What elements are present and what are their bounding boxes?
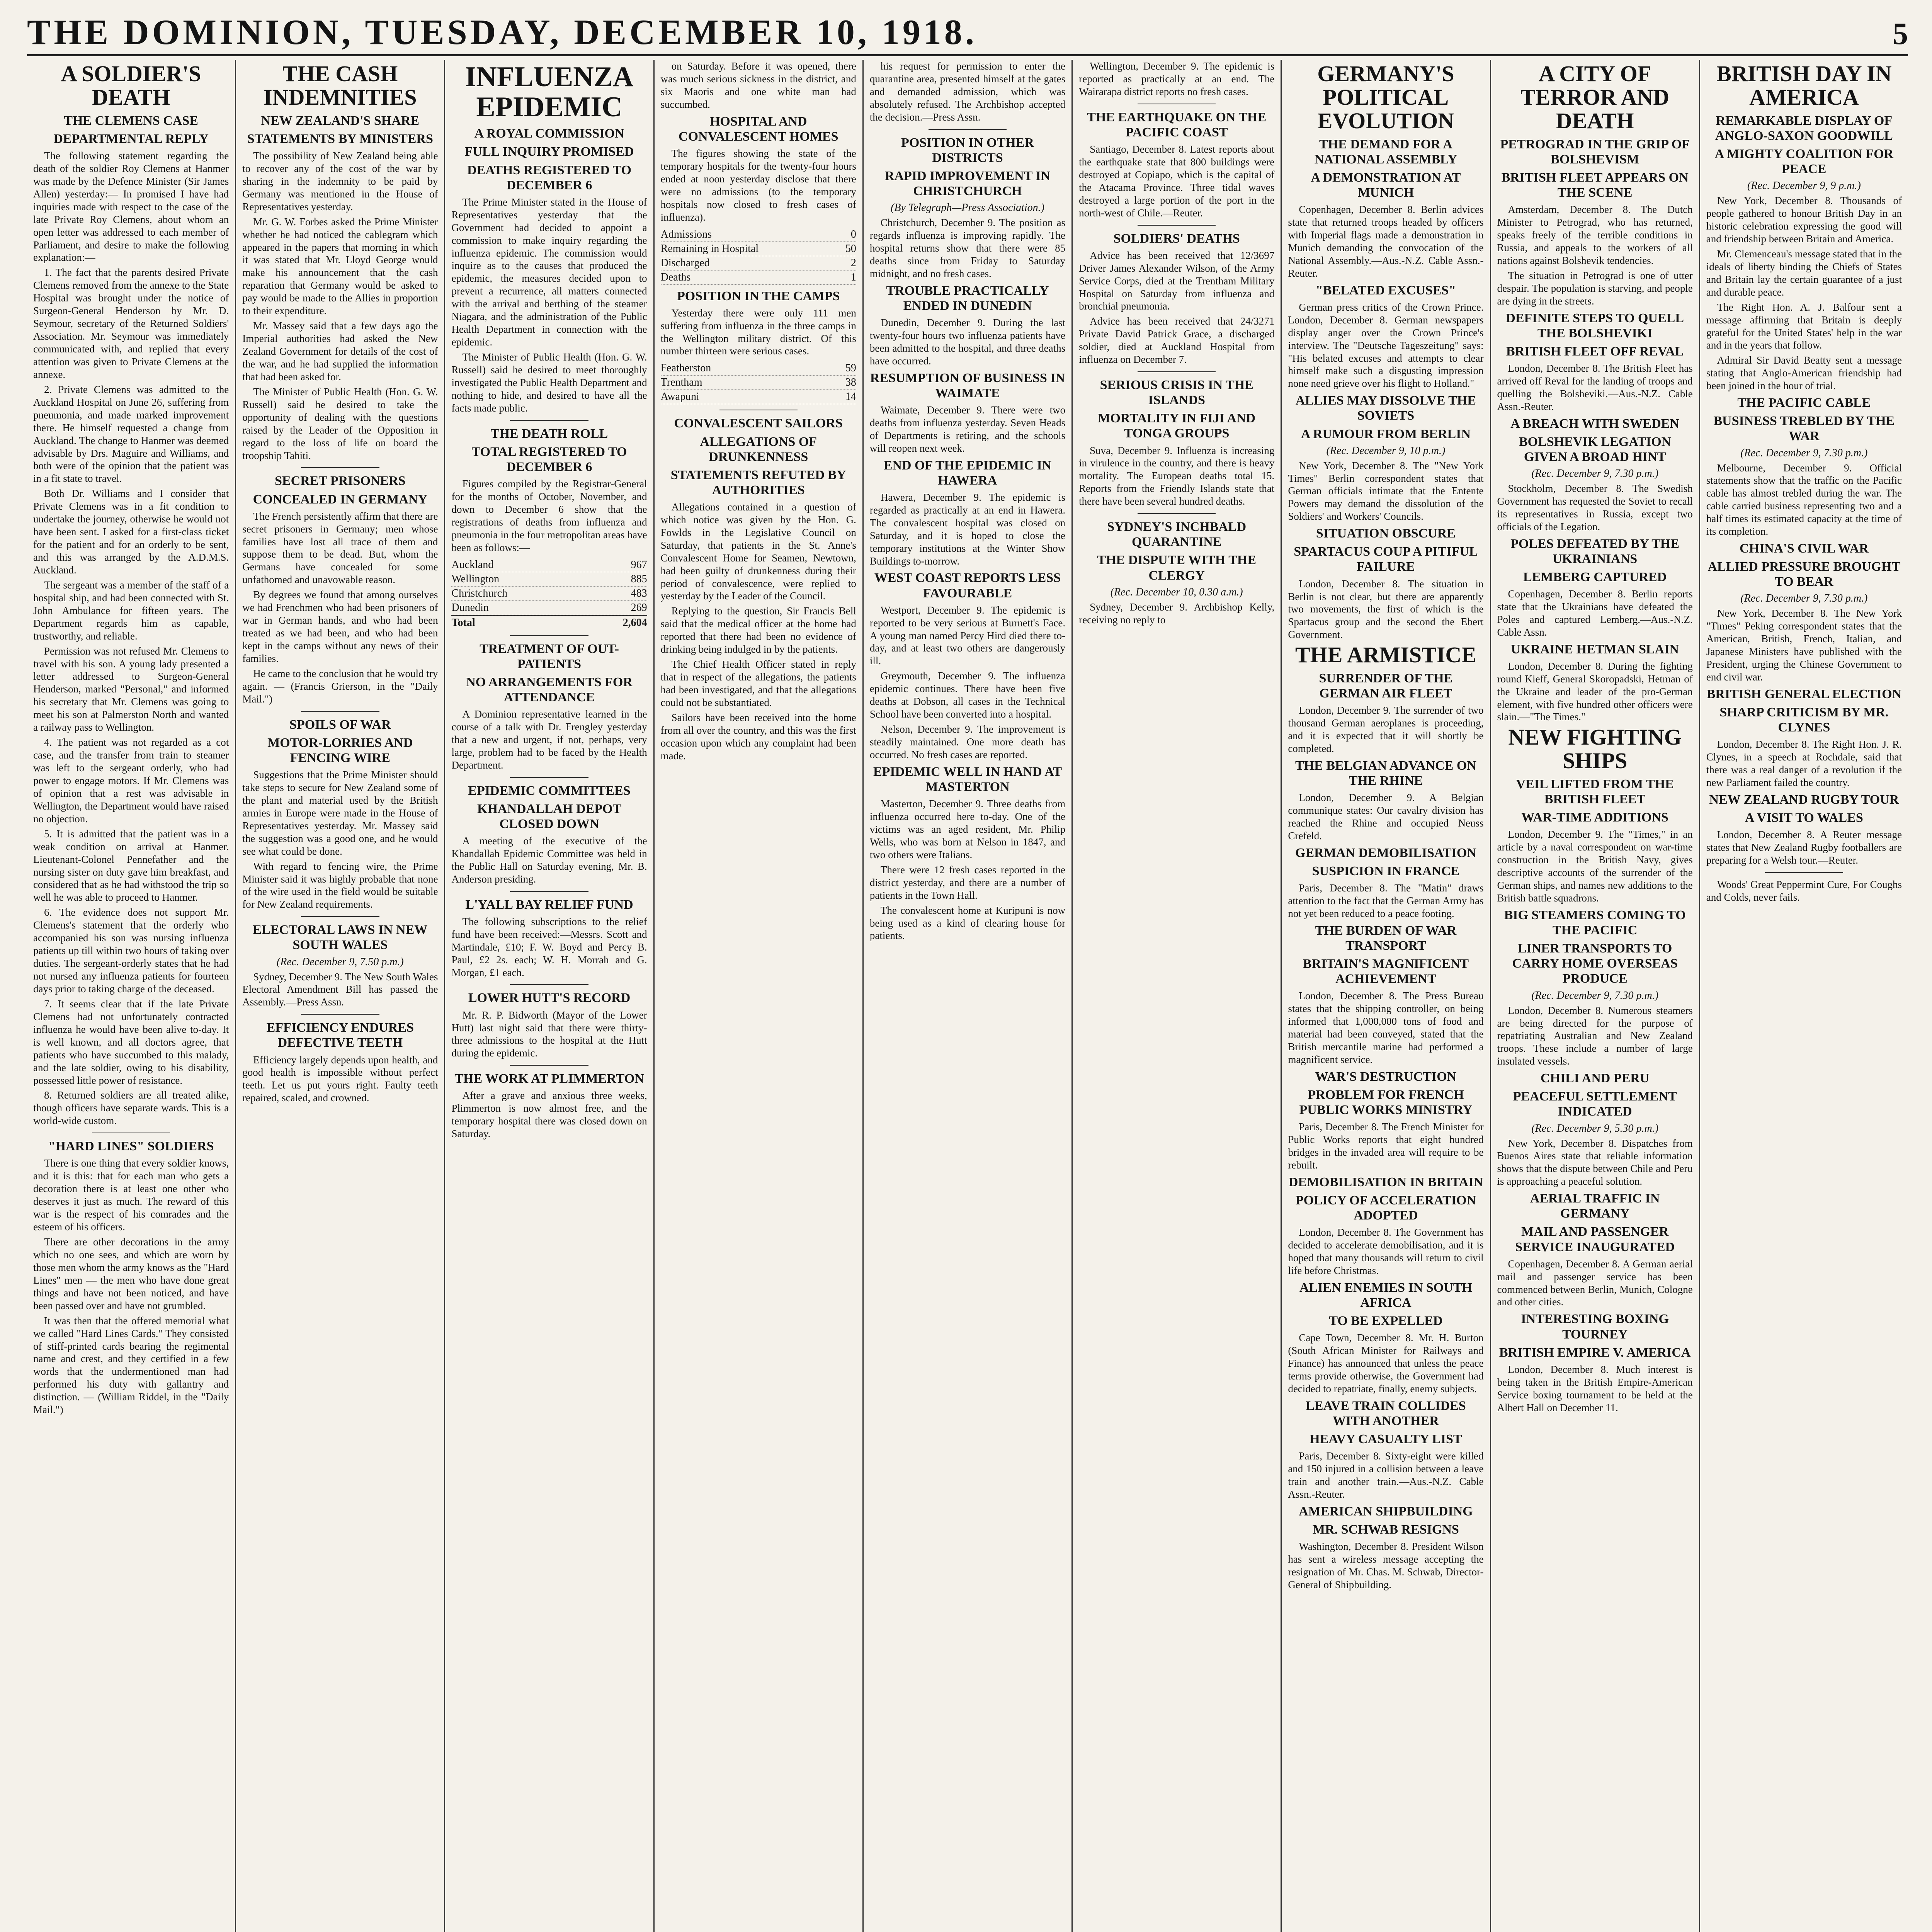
- masthead: [27, 12, 1908, 56]
- dateline: (Rec. December 9, 10 p.m.): [1326, 444, 1446, 457]
- table-row: Awapuni 14: [661, 390, 856, 404]
- subhead: THE DEATH ROLL: [490, 426, 608, 441]
- paragraph: Sydney, December 9. Archbishop Kelly, receiving no reply to: [1079, 601, 1275, 626]
- column-3: [445, 60, 654, 1932]
- dateline: (Rec. December 9, 7.50 p.m.): [276, 956, 404, 968]
- subhead: BRITISH FLEET OFF REVAL: [1506, 344, 1684, 359]
- subhead: SERIOUS CRISIS IN THE ISLANDS: [1100, 378, 1253, 408]
- column-4: [655, 60, 864, 1932]
- paragraph: The following statement regarding the death of the soldier Roy Clemens at Hanmer was made by the Defence Minister (Sir James Allen) yesterday:— In promised I have had inquiries made with respect to the case of the late Private Roy Clemens, about whom an open letter was addressed to each member of Parliament, and desire to make the following explanation:—: [33, 150, 229, 264]
- subhead: SHARP CRITICISM BY MR. CLYNES: [1719, 705, 1889, 735]
- paragraph: The sergeant was a member of the staff of a hospital ship, and had been connected with St. John Ambulance for fifteen years. The Department regards him as capable, trustworthy, and reliable.: [33, 579, 229, 642]
- page-number: 5: [1893, 17, 1908, 51]
- column-8: [1491, 60, 1700, 1932]
- paragraph: 5. It is admitted that the patient was in a weak condition on arrival at Hanmer. Lieutenant-Colonel Pennefather and the nursing sister on duty gave him breakfast, and considered that as he had withstood the trip so well he was able to proceed to Hanmer.: [33, 828, 229, 903]
- paragraph: Copenhagen, December 8. Berlin reports state that the Ukrainians have defeated the Poles and captured Lemberg.—Aus.-N.Z. Cable Assn.: [1497, 588, 1693, 638]
- subhead: CHILI AND PERU: [1540, 1071, 1650, 1086]
- subhead: PEACEFUL SETTLEMENT INDICATED: [1513, 1089, 1677, 1119]
- subhead: HEAVY CASUALTY LIST: [1310, 1432, 1462, 1447]
- paragraph: Sydney, December 9. The New South Wales Electoral Amendment Bill has passed the Assembly.—Press Assn.: [242, 971, 438, 1008]
- subhead: SOLDIERS' DEATHS: [1113, 231, 1240, 246]
- headline: A CITY OF TERROR AND DEATH: [1520, 61, 1670, 133]
- subhead: A MIGHTY COALITION FOR PEACE: [1714, 146, 1894, 177]
- divider: [510, 420, 588, 421]
- paragraph: The Minister of Public Health (Hon. G. W. Russell) said he desired to take the opportunity of dealing with the questions raised by the Leader of the Opposition in regard to the loss of life on board the troopship Tahiti.: [242, 386, 438, 461]
- table-row: Featherston 59: [661, 361, 856, 376]
- subhead: MR. SCHWAB RESIGNS: [1313, 1522, 1459, 1537]
- subhead: UKRAINE HETMAN SLAIN: [1511, 642, 1679, 656]
- subhead: NEW ZEALAND'S SHARE: [261, 113, 420, 128]
- subhead: KHANDALLAH DEPOT CLOSED DOWN: [477, 801, 622, 831]
- masthead-title: THE DOMINION, TUESDAY, DECEMBER 10, 1918.: [27, 12, 977, 52]
- paragraph: Both Dr. Williams and I consider that Private Clemens was in a fit condition to undertake the journey, otherwise he would not have been sent. I asked for a first-class ticket for the patient and for an orderly to be sent, and this was arranged by the A.D.M.S. Auckland.: [33, 488, 229, 576]
- subhead: THE EARTHQUAKE ON THE PACIFIC COAST: [1087, 110, 1267, 139]
- subhead: TO BE EXPELLED: [1329, 1314, 1443, 1328]
- paragraph: By degrees we found that among ourselves we had Frenchmen who had been prisoners of war in German hands, and who had been treated as we had been, and who had been kept in the camps without any news of their families.: [242, 589, 438, 664]
- subhead: SUSPICION IN FRANCE: [1312, 864, 1460, 879]
- paragraph: Suggestions that the Prime Minister should take steps to secure for New Zealand some of the plant and material used by the British armies in Europe were made in the House of Representatives yesterday. Mr. Massey said the suggestion was a good one, and he would see what could be done.: [242, 769, 438, 857]
- subhead: PROBLEM FOR FRENCH PUBLIC WORKS MINISTRY: [1299, 1088, 1473, 1117]
- subhead: BUSINESS TREBLED BY THE WAR: [1713, 414, 1895, 444]
- paragraph: The possibility of New Zealand being able to recover any of the cost of the war by sharing in the indemnity to be paid by Germany was mentioned in the House of Representatives yesterday.: [242, 150, 438, 213]
- table-row: Wellington 885: [451, 572, 647, 587]
- column-2: [236, 60, 445, 1932]
- paragraph: Stockholm, December 8. The Swedish Government has requested the Soviet to recall its representatives in Russia, except two officials of the Legation.: [1497, 482, 1693, 532]
- dateline: (Rec. December 9, 9 p.m.): [1747, 180, 1861, 192]
- subhead: WEST COAST REPORTS LESS FAVOURABLE: [874, 571, 1061, 600]
- subhead: SPOILS OF WAR: [289, 717, 391, 732]
- paragraph: Waimate, December 9. There were two deaths from influenza yesterday. Seven Heads of Departments is retiring, and the schools will reopen next week.: [869, 404, 1066, 454]
- dateline: (Rec. December 9, 7.30 p.m.): [1531, 989, 1659, 1002]
- paragraph: Cape Town, December 8. Mr. H. Burton (South African Minister for Railways and Finance) has announced that unless the peace terms provide otherwise, the Government had decided to repatriate, finally, enemy subjects.: [1288, 1332, 1484, 1395]
- paragraph: The convalescent home at Kuripuni is now being used as a kind of clearing house for patients.: [869, 904, 1066, 942]
- subhead: SITUATION OBSCURE: [1316, 526, 1456, 541]
- paragraph: There are other decorations in the army which no one sees, and which are worn by those men whom the army knows as the "Hard Lines" men — the men who have done great things and have not been noticed, and have been passed over and have not grumbled.: [33, 1236, 229, 1311]
- subhead: DEATHS REGISTERED TO DECEMBER 6: [467, 163, 632, 192]
- subhead: FULL INQUIRY PROMISED: [464, 145, 634, 159]
- headline: NEW FIGHTING SHIPS: [1508, 724, 1682, 774]
- paragraph: The Prime Minister stated in the House of Representatives yesterday that the Government had decided to appoint a commission to make inquiry regarding the influenza epidemic. The commission would inquire as to the causes that produced the epidemic, the measures decided upon to prevent a recurrence, all matters connected with the arrival and berthing of the steamer Niagara, and the administration of the Public Health Department in connection with the epidemic.: [451, 196, 647, 348]
- paragraph: Advice has been received that 12/3697 Driver James Alexander Wilson, of the Army Service Corps, died at the Trentham Military Hospital on Saturday from influenza and bronchial pneumonia.: [1079, 249, 1275, 312]
- paragraph: Admiral Sir David Beatty sent a message stating that Anglo-American friendship had been joined in the hour of trial.: [1706, 354, 1902, 392]
- paragraph: London, December 8. Much interest is being taken in the British Empire-American Service boxing tournament to be held at the Albert Hall on December 11.: [1497, 1363, 1693, 1413]
- subhead: MOTOR-LORRIES AND FENCING WIRE: [267, 735, 413, 765]
- paragraph: 1. The fact that the parents desired Private Clemens removed from the annexe to the State Hospital was brought under the notice of Surgeon-General Henderson by Mr. D. Seymour, secretary of the Returned Soldiers' Association. Mr. Seymour was immediately communicated with, and replied that every attention was given to Private Clemens at the annexe.: [33, 267, 229, 380]
- subhead: MORTALITY IN FIJI AND TONGA GROUPS: [1098, 411, 1256, 441]
- subhead: STATEMENTS BY MINISTERS: [247, 131, 433, 146]
- paragraph: The French persistently affirm that there are secret prisoners in Germany; men whose families have lost all trace of them and suppose them to be dead. But, whom the Germans have concealed for some unfathomed and unavowable reason.: [242, 510, 438, 586]
- subhead: TROUBLE PRACTICALLY ENDED IN DUNEDIN: [886, 283, 1049, 313]
- advert-text: Woods' Great Peppermint Cure, For Coughs and Colds, never fails.: [1706, 879, 1902, 903]
- table-row: Christchurch 483: [451, 587, 647, 601]
- paragraph: Paris, December 8. Sixty-eight were killed and 150 injured in a collision between a leave train and another train.—Aus.-N.Z. Cable Assn.-Reuter.: [1288, 1450, 1484, 1500]
- subhead: ELECTORAL LAWS IN NEW SOUTH WALES: [253, 923, 428, 952]
- advert-text: Efficiency largely depends upon health, and good health is impossible without perfect teeth. Let us put yours right. Faulty teeth repaired, scaled, and crowned.: [242, 1054, 438, 1104]
- table-row: Admissions 0: [661, 228, 856, 242]
- headline: INFLUENZA EPIDEMIC: [465, 61, 634, 123]
- paragraph: New York, December 8. The "New York Times" Berlin correspondent states that German officials intimate that the Entente Powers may demand the dissolution of the Soldiers' and Workers' Councils.: [1288, 459, 1484, 522]
- paragraph: The figures showing the state of the temporary hospitals for the twenty-four hours ended at noon yesterday disclose that there were no admissions (to the temporary hospitals now closed to fresh cases of influenza).: [660, 147, 856, 223]
- subhead: THE WORK AT PLIMMERTON: [454, 1071, 644, 1086]
- subhead: DEFINITE STEPS TO QUELL THE BOLSHEVIKI: [1506, 311, 1684, 340]
- divider: [301, 711, 379, 712]
- divider: [929, 129, 1007, 130]
- paragraph: 7. It seems clear that if the late Private Clemens had not unfortunately contracted influenza he would have been alive to-day. It is well known, and all doctors agree, that patients who have succumbed to this malady, and the late soldier, owing to his disability, possessed little power of resistance.: [33, 998, 229, 1086]
- paragraph: London, December 8. The British Fleet has arrived off Reval for the landing of troops and quelling the Bolsheviki.—Aus.-N.Z. Cable Assn.-Reuter.: [1497, 362, 1693, 412]
- paragraph: New York, December 8. Dispatches from Buenos Aires state that reliable information shows that the dispute between Chile and Peru is approaching a peaceful solution.: [1497, 1137, 1693, 1187]
- paragraph: Suva, December 9. Influenza is increasing in virulence in the country, and there is heavy mortality. The European deaths total 15. Reports from the Friendly Islands state that there have been several hundred deaths.: [1079, 444, 1275, 507]
- subhead: A VISIT TO WALES: [1745, 811, 1863, 825]
- subhead: LOWER HUTT'S RECORD: [468, 991, 631, 1005]
- subhead: SECRET PRISONERS: [275, 474, 406, 488]
- subhead: RAPID IMPROVEMENT IN CHRISTCHURCH: [884, 168, 1051, 198]
- paragraph: London, December 8. The Press Bureau states that the shipping controller, on being informed that 1,000,000 tons of food and material had been conveyed, stated that the British mercantile marine had performed a magnificent service.: [1288, 990, 1484, 1066]
- camps-table: [661, 361, 856, 404]
- subhead: CHINA'S CIVIL WAR: [1739, 541, 1869, 556]
- paragraph: After a grave and anxious three weeks, Plimmerton is now almost free, and the temporary hospital there was closed down on Saturday.: [451, 1090, 647, 1140]
- table-row: Auckland 967: [451, 558, 647, 572]
- subhead: REMARKABLE DISPLAY OF ANGLO-SAXON GOODWILL: [1715, 113, 1893, 143]
- subhead: THE BURDEN OF WAR TRANSPORT: [1315, 923, 1457, 953]
- paragraph: Allegations contained in a question of which notice was given by the Hon. G. Fowlds in the Legislative Council on Saturday, that patients in the St. Anne's Convalescent Home for Seamen, Newtown, had been guilty of drunkenness during their period of convalescence, were replied to yesterday by the Leader of the Council.: [660, 501, 856, 602]
- paragraph: Mr. G. W. Forbes asked the Prime Minister whether he had noticed the cablegram which appeared in the papers that morning in which it was stated that Mr. Lloyd George would make his announcement that the cash reparation that Germany would be asked to pay would be made to the Allies in proportion to their expenditure.: [242, 216, 438, 317]
- paragraph: Washington, December 8. President Wilson has sent a wireless message accepting the resignation of Mr. Chas. M. Schwab, Director-General of Shipbuilding.: [1288, 1541, 1484, 1591]
- headline: BRITISH DAY IN AMERICA: [1716, 61, 1892, 110]
- subhead: POSITION IN OTHER DISTRICTS: [901, 135, 1034, 165]
- paragraph: Dunedin, December 9. During the last twenty-four hours two influenza patients have been admitted to the hospital, and three deaths have occurred.: [869, 316, 1066, 367]
- subhead: ALLIES MAY DISSOLVE THE SOVIETS: [1295, 393, 1476, 423]
- column-5: [864, 60, 1073, 1932]
- paragraph: London, December 9. The "Times," in an article by a naval correspondent on war-time construction in the British Navy, gives descriptive accounts of the surrender of the German ships, and names new additions to the British battle squadrons.: [1497, 828, 1693, 904]
- subhead: CONVALESCENT SAILORS: [674, 416, 843, 431]
- subhead: ALLIED PRESSURE BROUGHT TO BEAR: [1708, 560, 1901, 589]
- paragraph: London, December 8. During the fighting round Kieff, General Skoropadski, Hetman of the Ukraine and leader of the pro-German element, with five hundred other officers were slain.—"The Times.": [1497, 660, 1693, 723]
- subhead: BRITISH GENERAL ELECTION: [1706, 687, 1902, 702]
- divider: [510, 891, 588, 892]
- subhead: INTERESTING BOXING TOURNEY: [1521, 1312, 1669, 1342]
- paragraph: He came to the conclusion that he would try again. — (Francis Grierson, in the "Daily Mail."): [242, 667, 438, 705]
- subhead: NEW ZEALAND RUGBY TOUR: [1709, 793, 1899, 807]
- paragraph: Copenhagen, December 8. Berlin advices state that returned troops headed by officers with Imperial flags made a demonstration in Munich demanding the convocation of the National Assembly.—Aus.-N.Z. Cable Assn.-Reuter.: [1288, 204, 1484, 279]
- paragraph: 8. Returned soldiers are all treated alike, though officers have separate wards. This is a world-wide custom.: [33, 1089, 229, 1127]
- subhead: LEMBERG CAPTURED: [1523, 570, 1667, 584]
- subhead: END OF THE EPIDEMIC IN HAWERA: [883, 458, 1052, 488]
- subhead: LEAVE TRAIN COLLIDES WITH ANOTHER: [1306, 1399, 1466, 1429]
- table-row: Discharged 2: [661, 256, 856, 270]
- paragraph: Nelson, December 9. The improvement is steadily maintained. One more death has occurred. No fresh cases are reported.: [869, 723, 1066, 760]
- paragraph: The situation in Petrograd is one of utter despair. The population is starving, and people are dying in the streets.: [1497, 269, 1693, 307]
- subhead: POLES DEFEATED BY THE UKRAINIANS: [1510, 536, 1680, 566]
- headline: THE CASH INDEMNITIES: [264, 61, 417, 110]
- divider: [510, 984, 588, 985]
- subhead: GERMAN DEMOBILISATION: [1295, 846, 1476, 861]
- paragraph: New York, December 8. The New York "Times" Peking correspondent states that the American, British, French, Italian, and Japanese Ministers have published with the President, urging the Chinese Government to end civil war.: [1706, 607, 1902, 683]
- subhead: BRITISH EMPIRE V. AMERICA: [1499, 1345, 1691, 1360]
- paragraph: London, December 9. The surrender of two thousand German aeroplanes is proceeding, and it is expected that it will shortly be completed.: [1288, 704, 1484, 755]
- subhead: DEMOBILISATION IN BRITAIN: [1288, 1175, 1483, 1190]
- subhead: A RUMOUR FROM BERLIN: [1301, 427, 1471, 441]
- column-7: [1282, 60, 1491, 1932]
- subhead: A DEMONSTRATION AT MUNICH: [1311, 170, 1461, 200]
- divider: [510, 635, 588, 636]
- divider: [301, 916, 379, 917]
- subhead: L'YALL BAY RELIEF FUND: [465, 897, 633, 912]
- headline: THE ARMISTICE: [1295, 642, 1476, 668]
- dateline: (By Telegraph—Press Association.): [891, 202, 1044, 214]
- subhead: EPIDEMIC COMMITTEES: [468, 783, 631, 798]
- paragraph: London, December 9. A Belgian communique states: Our cavalry division has reached the Rhine and occupied Neuss Crefeld.: [1288, 792, 1484, 842]
- paragraph: Sailors have been received into the home from all over the country, and this was the first occasion upon which any complaint had been made.: [660, 711, 856, 762]
- paragraph: German press critics of the Crown Prince. London, December 8. German newspapers display anger over the Crown Prince's interview. The "Deutsche Tageszeitung" says: "His belated excuses and attempts to clear himself make such a disgusting impression none need grieve over his flight to Holland.": [1288, 301, 1484, 389]
- table-row: Remaining in Hospital 50: [661, 242, 856, 256]
- subhead: AERIAL TRAFFIC IN GERMANY: [1530, 1191, 1660, 1221]
- subhead: VEIL LIFTED FROM THE BRITISH FLEET: [1516, 777, 1674, 807]
- subhead: "HARD LINES" SOLDIERS: [48, 1139, 214, 1154]
- column-1: [27, 60, 236, 1932]
- paragraph: Wellington, December 9. The epidemic is reported as practically at an end. The Wairarapa district reports no fresh cases.: [1079, 60, 1275, 97]
- paragraph: his request for permission to enter the quarantine area, presented himself at the gates and demanded admission, which was absolutely refused. The Archbishop accepted the decision.—Press Assn.: [869, 60, 1066, 123]
- paragraph: London, December 8. The Government has decided to accelerate demobilisation, and it is hoped that many thousands will return to civil life before Christmas.: [1288, 1226, 1484, 1277]
- subhead: A ROYAL COMMISSION: [474, 126, 624, 141]
- paragraph: Advice has been received that 24/3271 Private David Patrick Grace, a discharged soldier, died at Auckland Hospital from influenza on December 7.: [1079, 315, 1275, 366]
- paragraph: Paris, December 8. The French Minister for Public Works reports that eight hundred bridges in the invaded area will require to be rebuilt.: [1288, 1121, 1484, 1171]
- subhead: BOLSHEVIK LEGATION GIVEN A BROAD HINT: [1519, 434, 1671, 464]
- subhead: CONCEALED IN GERMANY: [253, 492, 428, 507]
- subhead: AMERICAN SHIPBUILDING: [1299, 1504, 1473, 1519]
- table-total-row: Total 2,604: [451, 615, 647, 630]
- subhead: TREATMENT OF OUT-PATIENTS: [480, 641, 619, 671]
- subhead: THE BELGIAN ADVANCE ON THE RHINE: [1295, 759, 1476, 788]
- subhead: PETROGRAD IN THE GRIP OF BOLSHEVISM: [1500, 137, 1690, 167]
- divider: [1138, 371, 1216, 372]
- paragraph: Masterton, December 9. Three deaths from influenza occurred here to-day. One of the victims was an aged resident, Mr. Philip Wells, who was born at Nelson in 1847, and two others were Italians.: [869, 798, 1066, 861]
- paragraph: Santiago, December 8. Latest reports about the earthquake state that 800 buildings were destroyed at Copiapo, which is the capital of the Atacama Province. Three tidal waves destroyed a large portion of the port in the north-west of Chile.—Reuter.: [1079, 143, 1275, 219]
- paragraph: There were 12 fresh cases reported in the district yesterday, and there are a number of patients in the Town Hall.: [869, 864, 1066, 901]
- subhead: NO ARRANGEMENTS FOR ATTENDANCE: [466, 675, 633, 704]
- subhead: WAR'S DESTRUCTION: [1315, 1070, 1457, 1084]
- paragraph: Amsterdam, December 8. The Dutch Minister to Petrograd, who has returned, speaks freely of the terrible conditions in Russia, and appeals to the workers of all nations against Bolshevik tendencies.: [1497, 204, 1693, 266]
- paragraph: Westport, December 9. The epidemic is reported to be very serious at Burnett's Face. A young man named Percy Hird died there to-day, and at least two others are dangerously ill.: [869, 604, 1066, 667]
- subhead: DEPARTMENTAL REPLY: [53, 131, 209, 146]
- paragraph: New York, December 8. Thousands of people gathered to honour British Day in an historic celebration expressing the good will and friendship between Britain and America.: [1706, 195, 1902, 245]
- paragraph: A Dominion representative learned in the course of a talk with Dr. Frengley yesterday that a new and urgent, if not, perhaps, very large, problem had to be faced by the Health Department.: [451, 708, 647, 771]
- paragraph: London, December 8. The situation in Berlin is not clear, but there are apparently two movements, the first of which is the Spartacus group and the second the Ebert Government.: [1288, 578, 1484, 641]
- paragraph: Mr. Massey said that a few days ago the Imperial authorities had asked the New Zealand Government for details of the cost of the war, and he had supplied the information that had been asked for.: [242, 320, 438, 383]
- dateline: (Rec. December 9, 7.30 p.m.): [1531, 467, 1659, 480]
- paragraph: Paris, December 8. The "Matin" draws attention to the fact that the German Army has not yet been reduced to a peace footing.: [1288, 882, 1484, 920]
- headline: A SOLDIER'S DEATH: [61, 61, 201, 110]
- paragraph: 4. The patient was not regarded as a cot case, and the transfer from train to steamer was left to the sergeant orderly, who had power to engage motors. If Mr. Clemens was of opinion that a rest was advisable in Wellington, the Department would have raised no objection.: [33, 736, 229, 825]
- paragraph: A meeting of the executive of the Khandallah Epidemic Committee was held in the Public Hall on Saturday evening, Mr. B. Anderson presiding.: [451, 835, 647, 885]
- subhead: LINER TRANSPORTS TO CARRY HOME OVERSEAS PRODUCE: [1512, 941, 1678, 986]
- subhead: SURRENDER OF THE GERMAN AIR FLEET: [1319, 671, 1453, 701]
- subhead: A BREACH WITH SWEDEN: [1510, 416, 1680, 431]
- paragraph: The Minister of Public Health (Hon. G. W. Russell) said he desired to meet thoroughly investigated the Public Health Department and nothing to hide, and desired to have all the facts made public.: [451, 351, 647, 414]
- paragraph: 6. The evidence does not support Mr. Clemens's statement that the orderly who accompanied his son was nursing influenza patients up till within two hours of taking over duties. The sergeant-orderly states that he had not nursed any influenza patients for fourteen days prior to taking charge of the deceased.: [33, 906, 229, 995]
- subhead: SPARTACUS COUP A PITIFUL FAILURE: [1294, 544, 1478, 574]
- paragraph: It was then that the offered memorial what we called "Hard Lines Cards." They consisted of stiff-printed cards bearing the regimental name and crest, and they certified in a few words that the undermentioned man had performed his duty with gallantry and distinction. — (William Riddel, in the "Daily Mail."): [33, 1315, 229, 1416]
- subhead: ALLEGATIONS OF DRUNKENNESS: [700, 434, 817, 464]
- subhead: RESUMPTION OF BUSINESS IN WAIMATE: [870, 371, 1065, 400]
- divider: [510, 1065, 588, 1066]
- dateline: (Rec. December 9, 7.30 p.m.): [1740, 447, 1868, 459]
- subhead: EPIDEMIC WELL IN HAND AT MASTERTON: [873, 764, 1062, 794]
- admissions-table: [661, 228, 856, 285]
- subhead: STATEMENTS REFUTED BY AUTHORITIES: [670, 468, 846, 497]
- subhead: POLICY OF ACCELERATION ADOPTED: [1295, 1193, 1476, 1223]
- paragraph: Melbourne, December 9. Official statements show that the traffic on the Pacific cable has almost trebled during the war. The cable carried business representing two and a half times its estimated capacity at the time of its completion.: [1706, 462, 1902, 537]
- death-roll-table: [451, 558, 647, 630]
- paragraph: Mr. Clemenceau's message stated that in the ideals of liberty binding the Chiefs of States and Britain lay the certain guarantee of a just and durable peace.: [1706, 248, 1902, 298]
- paragraph: Replying to the question, Sir Francis Bell said that the medical officer at the home had reported that there had been no evidence of drinking being indulged in by the patients.: [660, 605, 856, 655]
- dateline: (Rec. December 9, 5.30 p.m.): [1531, 1122, 1659, 1134]
- paragraph: There is one thing that every soldier knows, and it is this: that for each man who gets a decoration there is at least one other who deserves it just as much. The reward of this war is the respect of his comrades and the esteem of his officers.: [33, 1157, 229, 1233]
- table-row: Trentham 38: [661, 376, 856, 390]
- dateline: (Rec. December 10, 0.30 a.m.): [1110, 586, 1243, 598]
- advert-heading: EFFICIENCY ENDURES DEFECTIVE TEETH: [266, 1020, 414, 1050]
- paragraph: London, December 8. The Right Hon. J. R. Clynes, in a speech at Rochdale, said that there was a real danger of a revolution if the new Parliament failed the country.: [1706, 738, 1902, 789]
- paragraph: 2. Private Clemens was admitted to the Auckland Hospital on June 26, suffering from pneumonia, and made marked improvement there. He himself requested a change from Auckland. The change to Hanmer was deemed advisable by Drs. Maguire and Williams, and both were of the opinion that the patient was in a fit state to travel.: [33, 383, 229, 485]
- subhead: "BELATED EXCUSES": [1315, 283, 1456, 298]
- subhead: WAR-TIME ADDITIONS: [1521, 810, 1668, 825]
- paragraph: Mr. R. P. Bidworth (Mayor of the Lower Hutt) last night said that there were thirty-three admissions to the hospital at the Hutt during the epidemic.: [451, 1009, 647, 1059]
- headline: GERMANY'S POLITICAL EVOLUTION: [1317, 61, 1454, 133]
- paragraph: Hawera, December 9. The epidemic is regarded as practically at an end in Hawera. The convalescent hospital was closed on Saturday, and it is hoped to close the temporary institutions at the Winter Show Buildings to-morrow.: [869, 491, 1066, 567]
- paragraph: The Right Hon. A. J. Balfour sent a message affirming that Britain is deeply grateful for the United States' help in the war and in the years that follow.: [1706, 301, 1902, 351]
- paragraph: The Chief Health Officer stated in reply that in respect of the allegations, the patients had been investigated, and that the allegations could not be substantiated.: [660, 658, 856, 708]
- subhead: TOTAL REGISTERED TO DECEMBER 6: [471, 444, 627, 474]
- subhead: THE DISPUTE WITH THE CLERGY: [1097, 553, 1256, 583]
- paragraph: With regard to fencing wire, the Prime Minister said it was highly probable that none of the wire used in the field would be suitable for New Zealand requirements.: [242, 860, 438, 910]
- paragraph: on Saturday. Before it was opened, there was much serious sickness in the district, and six Maoris and one white man had succumbed.: [660, 60, 856, 110]
- paragraph: Figures compiled by the Registrar-General for the months of October, November, and down to December 6 show that the registrations of deaths from influenza and pneumonia in the four metropolitan areas have been as follows:—: [451, 478, 647, 553]
- subhead: BIG STEAMERS COMING TO THE PACIFIC: [1504, 908, 1686, 938]
- divider: [1138, 225, 1216, 226]
- divider: [1765, 872, 1843, 873]
- subhead: SYDNEY'S INCHBALD QUARANTINE: [1107, 520, 1247, 549]
- table-row: Deaths 1: [661, 270, 856, 285]
- subhead: THE CLEMENS CASE: [64, 113, 198, 128]
- dateline: (Rec. December 9, 7.30 p.m.): [1740, 592, 1868, 605]
- subhead: THE DEMAND FOR A NATIONAL ASSEMBLY: [1314, 137, 1458, 167]
- divider: [1138, 513, 1216, 514]
- subhead: ALIEN ENEMIES IN SOUTH AFRICA: [1299, 1281, 1472, 1310]
- table-row: Dunedin 269: [451, 601, 647, 615]
- paragraph: London, December 8. Numerous steamers are being directed for the purpose of repatriating Australian and New Zealand troops. These include a number of large insulated vessels.: [1497, 1004, 1693, 1067]
- paragraph: Greymouth, December 9. The influenza epidemic continues. There have been five deaths at Dobson, all cases in the Technical School have been converted into a hospital.: [869, 670, 1066, 720]
- paragraph: Permission was not refused Mr. Clemens to travel with his son. A young lady presented a letter addressed to Surgeon-General Henderson, marked "Personal," and informed his secretary that Mr. Clemens was going to meet his son at Palmerston North and wanted a railway pass to Wellington.: [33, 645, 229, 733]
- divider: [510, 777, 588, 778]
- divider: [301, 467, 379, 468]
- column-9: [1700, 60, 1908, 1932]
- subhead: BRITISH FLEET APPEARS ON THE SCENE: [1501, 170, 1689, 200]
- paragraph: London, December 8. A Reuter message states that New Zealand Rugby footballers are preparing for a Welsh tour.—Reuter.: [1706, 829, 1902, 866]
- subhead: POSITION IN THE CAMPS: [677, 289, 840, 303]
- paragraph: Copenhagen, December 8. A German aerial mail and passenger service has been commenced between Berlin, Munich, Cologne and other cities.: [1497, 1258, 1693, 1308]
- column-6: [1073, 60, 1282, 1932]
- subhead: THE PACIFIC CABLE: [1737, 396, 1871, 410]
- columns: [27, 60, 1908, 1932]
- subhead: HOSPITAL AND CONVALESCENT HOMES: [679, 114, 838, 144]
- paragraph: The following subscriptions to the relief fund have been received:—Messrs. Scott and Martindale, £10; F. W. Boyd and Percy B. Paul, £2 2s. each; W. H. Morrah and G. Morgan, £1 each.: [451, 915, 647, 978]
- paragraph: Yesterday there were only 111 men suffering from influenza in the three camps in the Wellington military district. Of this number thirteen were serious cases.: [660, 307, 856, 357]
- paragraph: Christchurch, December 9. The position as regards influenza is improving rapidly. The hospital returns show that there were 85 deaths since from Friday to Saturday midnight, and no fresh cases.: [869, 217, 1066, 279]
- subhead: MAIL AND PASSENGER SERVICE INAUGURATED: [1515, 1225, 1675, 1254]
- divider: [301, 1014, 379, 1015]
- subhead: BRITAIN'S MAGNIFICENT ACHIEVEMENT: [1303, 957, 1469, 986]
